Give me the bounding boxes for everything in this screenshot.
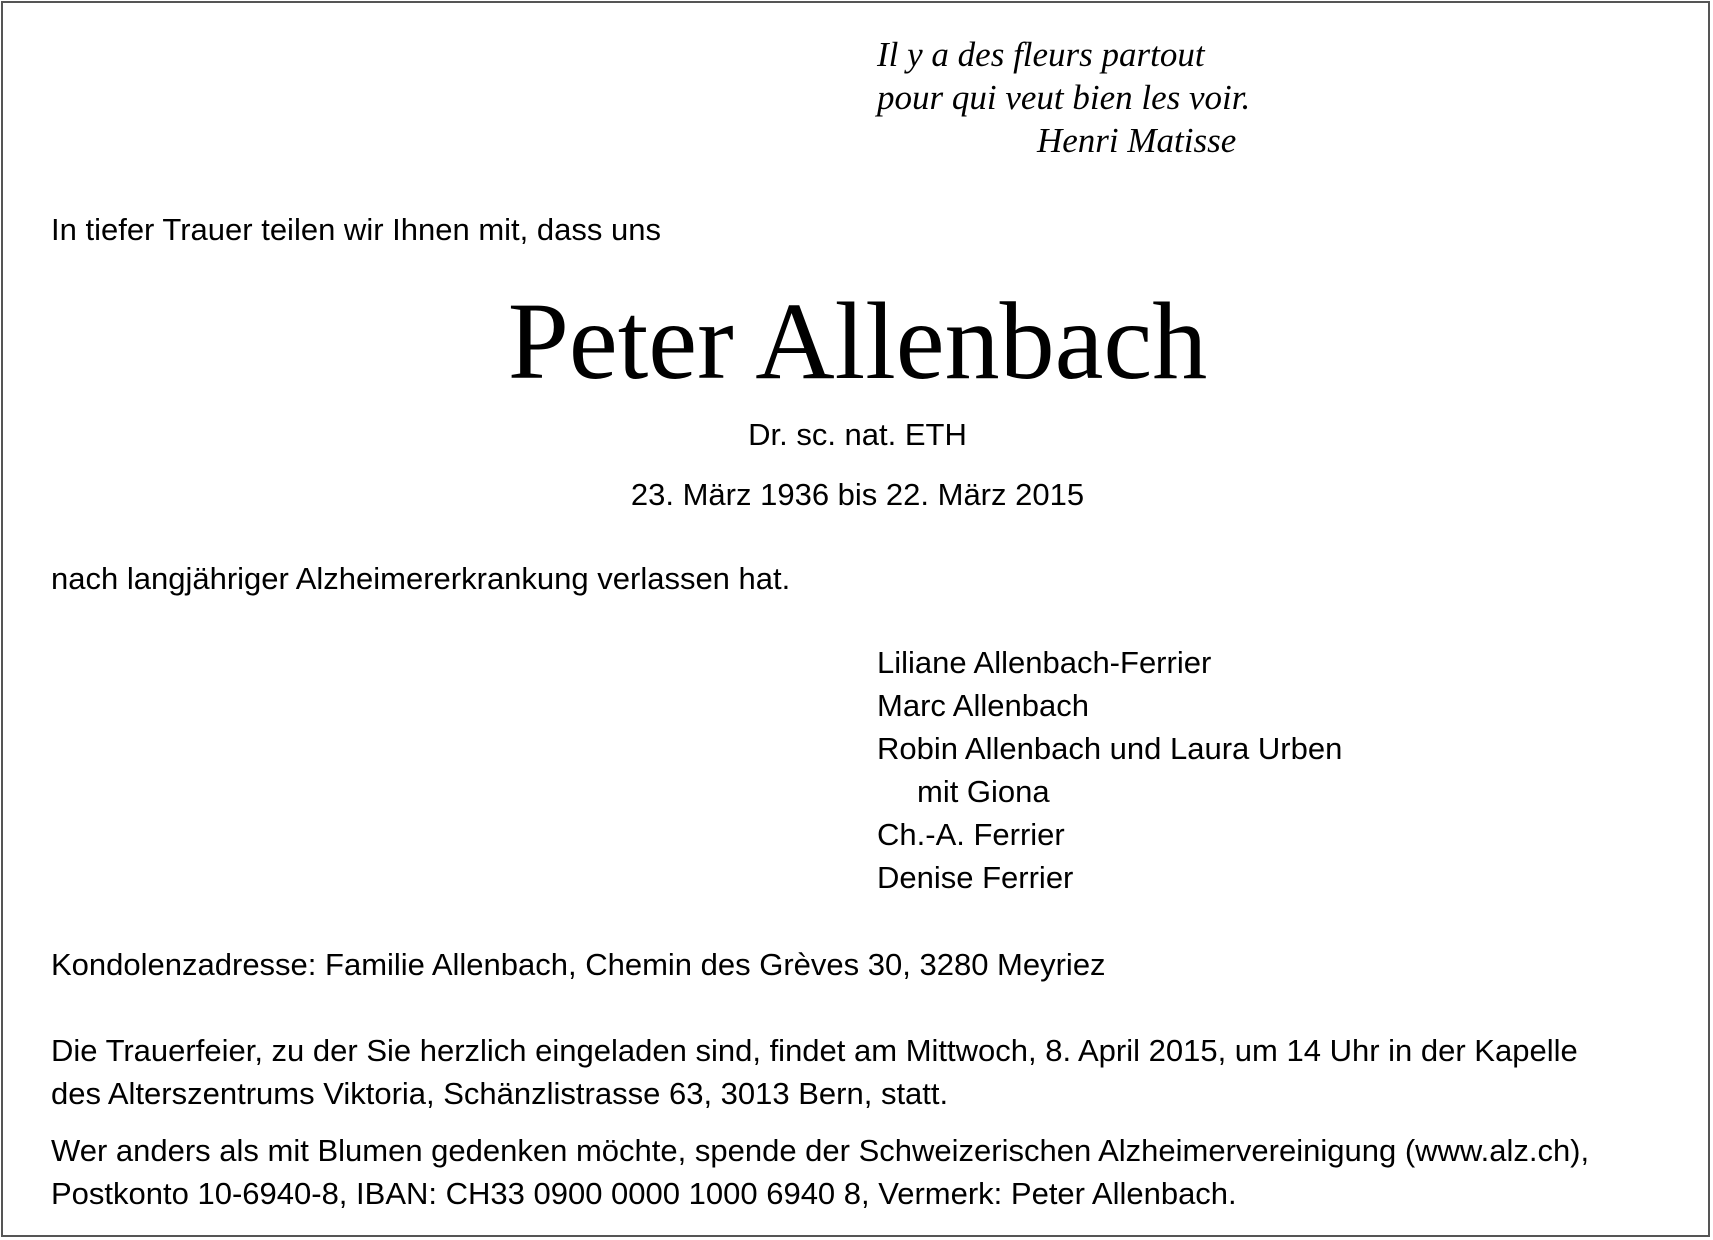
mourner-name: mit Giona bbox=[917, 774, 1050, 809]
donation-paragraph bbox=[51, 1129, 1589, 1215]
mourner-name: Marc Allenbach bbox=[877, 688, 1089, 723]
mourner-name: Liliane Allenbach-Ferrier bbox=[877, 645, 1212, 680]
obituary-notice bbox=[1, 1, 1710, 1237]
deceased-name: Peter Allenbach bbox=[507, 280, 1208, 402]
quote-line: pour qui veut bien les voir. bbox=[877, 78, 1251, 117]
ceremony-line: Die Trauerfeier, zu der Sie herzlich eingeladen sind, findet am Mittwoch, 8. April 2015, um 14 Uhr in der Kapelle bbox=[51, 1033, 1578, 1068]
quote-author: Henri Matisse bbox=[1037, 121, 1237, 160]
ceremony-line: des Alterszentrums Viktoria, Schänzlistrasse 63, 3013 Bern, statt. bbox=[51, 1076, 949, 1111]
epigraph-quote bbox=[877, 33, 1250, 162]
deceased-title: Dr. sc. nat. ETH bbox=[748, 417, 967, 452]
ceremony-paragraph bbox=[51, 1029, 1578, 1115]
mourner-name: Denise Ferrier bbox=[877, 860, 1074, 895]
donation-line: Wer anders als mit Blumen gedenken möchte, spende der Schweizerischen Alzheimervereinigung (www.alz.ch), bbox=[51, 1133, 1590, 1168]
intro-text: In tiefer Trauer teilen wir Ihnen mit, dass uns bbox=[51, 212, 661, 247]
mourner-name: Robin Allenbach und Laura Urben bbox=[877, 731, 1343, 766]
quote-line: Il y a des fleurs partout bbox=[877, 35, 1205, 74]
closing-text: nach langjähriger Alzheimererkrankung verlassen hat. bbox=[51, 561, 791, 596]
deceased-dates: 23. März 1936 bis 22. März 2015 bbox=[630, 477, 1085, 512]
mourners-list bbox=[877, 641, 1342, 899]
condolence-address: Kondolenzadresse: Familie Allenbach, Chemin des Grèves 30, 3280 Meyriez bbox=[51, 947, 1106, 982]
donation-line: Postkonto 10-6940-8, IBAN: CH33 0900 0000 1000 6940 8, Vermerk: Peter Allenbach. bbox=[51, 1176, 1237, 1211]
mourner-name: Ch.-A. Ferrier bbox=[877, 817, 1065, 852]
